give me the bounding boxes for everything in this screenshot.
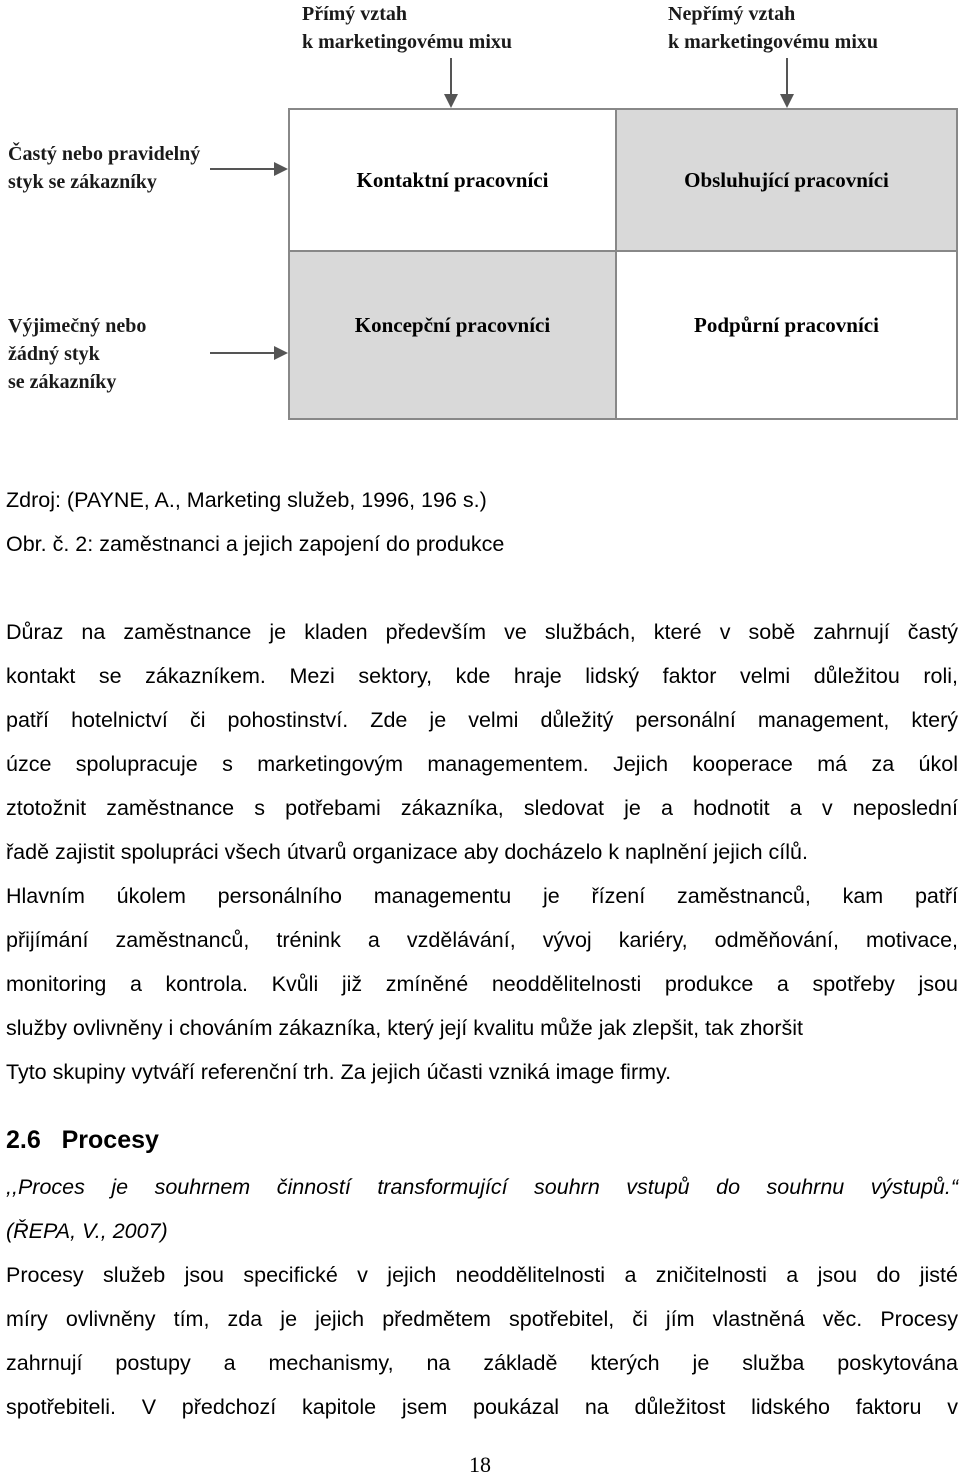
text-line: Hlavním úkolem personálního managementu je řízení zaměstnanců, kam patří <box>6 884 958 908</box>
text-line: úzce spolupracuje s marketingovým managementem. Jejich kooperace má za úkol <box>6 752 958 776</box>
figure-source: Zdroj: (PAYNE, A., Marketing služeb, 1996, 196 s.) <box>6 488 487 512</box>
row-label-frequent <box>8 140 200 196</box>
cell-label: Podpůrní pracovníci <box>694 312 879 337</box>
quote-text: ,,Proces je souhrnem činností transformující souhrn vstupů do souhrnu výstupů.“ <box>6 1175 958 1199</box>
row-label-line: Častý nebo pravidelný <box>8 143 201 165</box>
employee-matrix <box>288 108 958 420</box>
text-line: patří hotelnictví či pohostinství. Zde je velmi důležitý personální management, který <box>6 708 958 732</box>
text-line: Procesy služeb jsou specifické v jejich neoddělitelnosti a zničitelnosti a jsou do jisté <box>6 1263 958 1287</box>
cell-contact-staff <box>290 110 617 252</box>
figure-caption: Obr. č. 2: zaměstnanci a jejich zapojení do produkce <box>6 532 505 556</box>
page-number: 18 <box>469 1452 491 1477</box>
text-line: Důraz na zaměstnance je kladen především ve službách, které v sobě zahrnují častý <box>6 620 958 644</box>
cell-label: Koncepční pracovníci <box>354 312 551 337</box>
arrow-right-icon <box>210 352 286 354</box>
arrow-down-icon <box>786 58 788 106</box>
column-label-indirect <box>668 0 878 56</box>
text-line: míry ovlivněny tím, zda je jejich předmětem spotřebitel, či jím vlastněná věc. Procesy <box>6 1307 958 1331</box>
column-label-line: k marketingovému mixu <box>668 31 878 53</box>
quote-citation: (ŘEPA, V., 2007) <box>6 1219 168 1243</box>
section-heading <box>6 1118 159 1162</box>
column-label-line: k marketingovému mixu <box>302 31 512 53</box>
text-line: kontakt se zákazníkem. Mezi sektory, kde hraje lidský faktor velmi důležitou roli, <box>6 664 958 688</box>
section-number: 2.6 <box>6 1126 41 1154</box>
column-label-line: Nepřímý vztah <box>668 3 796 25</box>
cell-support-staff <box>617 252 956 418</box>
row-label-line: styk se zákazníky <box>8 171 157 193</box>
text-line: ztotožnit zaměstnance s potřebami zákazníka, sledovat je a hodnotit a v neposlední <box>6 796 958 820</box>
text-line: monitoring a kontrola. Kvůli již zmíněné neoddělitelnosti produkce a spotřeby jsou <box>6 972 958 996</box>
text-line: přijímání zaměstnanců, trénink a vzdělávání, vývoj kariéry, odměňování, motivace, <box>6 928 958 952</box>
column-label-direct <box>302 0 512 56</box>
row-label-line: se zákazníky <box>8 371 117 393</box>
row-label-line: žádný styk <box>8 343 100 365</box>
cell-label: Kontaktní pracovníci <box>356 167 549 192</box>
section-title: Procesy <box>61 1126 159 1154</box>
text-line: spotřebiteli. V předchozí kapitole jsem poukázal na důležitost lidského faktoru v <box>6 1395 958 1419</box>
text-line: zahrnují postupy a mechanismy, na základě kterých je služba poskytována <box>6 1351 958 1375</box>
row-label-rare <box>8 312 146 396</box>
cell-service-staff <box>617 110 956 252</box>
cell-conceptual-staff <box>290 252 617 418</box>
arrow-down-icon <box>450 58 452 106</box>
arrow-right-icon <box>210 168 286 170</box>
column-label-line: Přímý vztah <box>302 3 407 25</box>
text-line: Tyto skupiny vytváří referenční trh. Za jejich účasti vzniká image firmy. <box>6 1060 672 1084</box>
cell-label: Obsluhující pracovníci <box>684 167 889 192</box>
text-line: řadě zajistit spolupráci všech útvarů organizace aby docházelo k naplnění jejich cílů. <box>6 840 808 864</box>
text-line: služby ovlivněny i chováním zákazníka, který její kvalitu může jak zlepšit, tak zhoršit <box>6 1016 804 1040</box>
row-label-line: Výjimečný nebo <box>8 315 147 337</box>
